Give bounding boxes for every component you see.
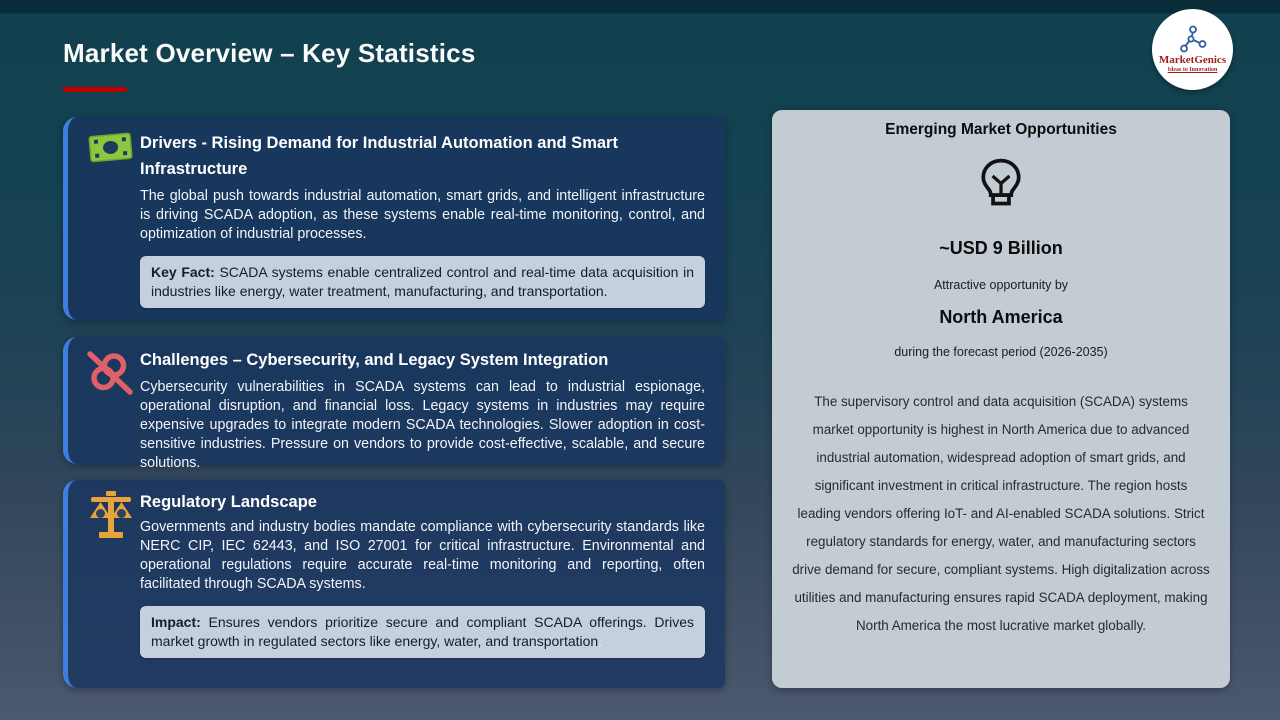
opportunity-panel: [772, 110, 1230, 688]
opportunity-period: during the forecast period (2026-2035): [894, 345, 1108, 359]
impact-period: .: [598, 633, 603, 650]
drivers-title: Drivers - Rising Demand for Industrial Automation and Smart Infrastructure: [140, 134, 618, 179]
opportunity-description: The supervisory control and data acquisition (SCADA) systems market opportunity is highest in North America due to advanced industrial automation, widespread adoption of smart grids, and significant investment in critical infrastructure. The region hosts leading vendors offering IoT- and AI-enabled SCADA solutions. Strict regulatory standards for energy, water, and manufacturing sectors drive demand for secure, compliant systems. High digitalization across utilities and manufacturing ensures rapid SCADA deployment, making North America the most lucrative market globally.: [792, 394, 1210, 633]
opportunity-region: North America: [939, 307, 1063, 327]
opportunity-caption: Attractive opportunity by: [933, 278, 1069, 292]
challenges-body: Cybersecurity vulnerabilities in SCADA systems can lead to industrial espionage, operational disruption, and financial loss. Legacy systems in industries may require expensive upgrades to integrate modern SCADA technologies. Slower adoption in cost-sensitive industries. Pressure on vendors to provide cost-effective, scalable, and secure solutions.: [140, 379, 705, 472]
title-underline: [63, 87, 127, 92]
money-icon: [87, 127, 134, 173]
page-title: Market Overview – Key Statistics: [63, 38, 476, 68]
regulatory-title: Regulatory Landscape: [140, 493, 317, 511]
logo-name: MarketGenics: [1158, 53, 1227, 66]
impact-text: Ensures vendors prioritize secure and compliant SCADA offerings. Drives market growth in regulated sectors like energy, water, and transportation: [151, 614, 695, 650]
opportunity-title: Emerging Market Opportunities: [885, 121, 1117, 138]
impact-box: [140, 606, 705, 658]
regulatory-body: Governments and industry bodies mandate compliance with cybersecurity standards like NERC CIP, IEC 62443, and ISO 27001 for critical infrastructure. Environmental and operational regulations require accurate real-time monitoring and reporting, often facilitated through SCADA systems.: [140, 519, 705, 593]
drivers-body: The global push towards industrial automation, smart grids, and intelligent infrastructure is driving SCADA adoption, as these systems enable real-time monitoring, control, and optimization of industrial processes.: [140, 188, 705, 243]
logo: [1152, 9, 1233, 90]
impact-label: Impact:: [151, 614, 201, 631]
broken-link-icon: [83, 346, 137, 405]
challenges-card: [63, 337, 725, 472]
key-fact-label: Key Fact:: [151, 264, 215, 281]
drivers-card: [63, 117, 725, 320]
network-icon: [1178, 25, 1208, 53]
challenges-title: Challenges – Cybersecurity, and Legacy System Integration: [140, 351, 609, 369]
lightbulb-icon: [973, 154, 1029, 212]
key-fact-box: [140, 256, 705, 308]
key-fact-text: SCADA systems enable centralized control and real-time data acquisition in industries like energy, water treatment, manufacturing, and transportation.: [151, 264, 694, 300]
scales-icon: [88, 491, 134, 544]
regulatory-card: [63, 480, 725, 688]
logo-tagline: Ideas to Innovation: [1167, 66, 1218, 73]
opportunity-value: ~USD 9 Billion: [939, 238, 1063, 258]
